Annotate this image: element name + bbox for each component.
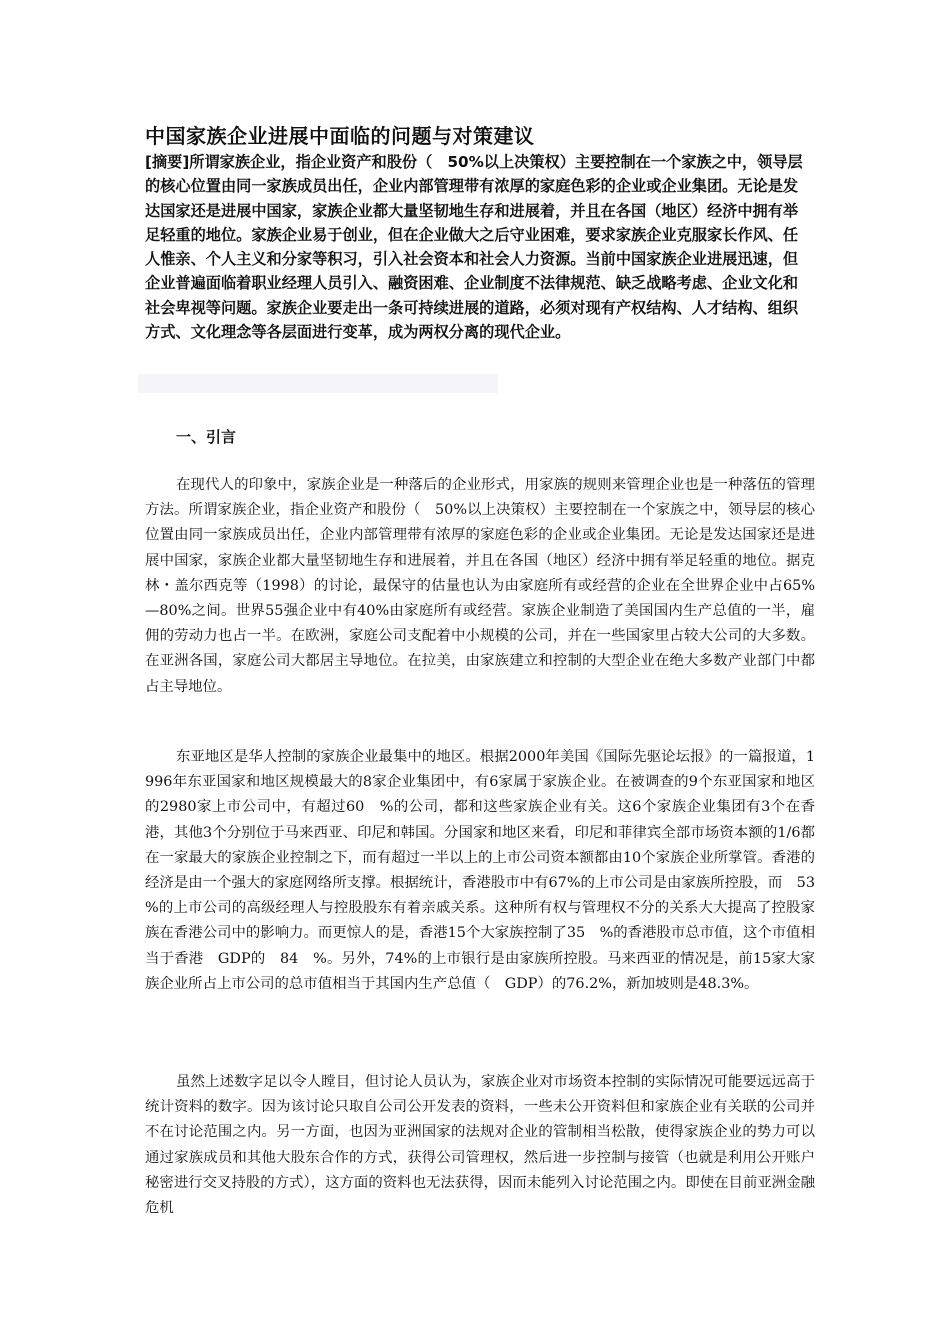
body-paragraph-3: 虽然上述数字足以令人瞠目，但讨论人员认为，家族企业对市场资本控制的实际情况可能要远远高于统计资料的数字。因为该讨论只取自公司公开发表的资料，一些未公开资料但和家族企业有关联的公司并不在讨论范围之内。另一方面，也因为亚洲国家的法规对企业的管制相当松散，使得家族企业的势力可以通过家族成员和其他大股东合作的方式，获得公司管理权，然后进一步控制与接管（也就是利用公开账户秘密进行交叉持股的方式），这方面的资料也无法获得，因而未能列入讨论范围之内。即使在目前亚洲金融危机 bbox=[145, 1074, 815, 1217]
abstract-highlight-bar bbox=[138, 374, 498, 393]
abstract-paragraph: [摘要]所谓家族企业，指企业资产和股份（ 50%以上决策权）主要控制在一个家族之中，领导层的核心位置由同一家族成员出任，企业内部管理带有浓厚的家庭色彩的企业或企业集团。无论是发达国家还是进展中国家，家族企业都大量坚韧地生存和进展着，并且在各国（地区）经济中拥有举足轻重的地位。家族企业易于创业，但在企业做大之后守业困难，要求家族企业克服家长作风、任人惟亲、个人主义和分家等积习，引入社会资本和社会人力资源。当前中国家族企业进展迅速，但企业普遍面临着职业经理人员引入、融资困难、企业制度不法律规范、缺乏战略考虑、企业文化和社会卑视等问题。家族企业要走出一条可持续进展的道路，必须对现有产权结构、人才结构、组织方式、文化理念等各层面进行变革，成为两权分离的现代企业。 bbox=[145, 153, 803, 342]
section-heading-introduction: 一、引言 bbox=[176, 428, 237, 446]
body-paragraph-1: 在现代人的印象中，家族企业是一种落后的企业形式，用家族的规则来管理企业也是一种落伍的管理方法。所谓家族企业，指企业资产和股份（ 50%以上决策权）主要控制在一个家族之中，领导层的核心位置由同一家族成员出任，企业内部管理带有浓厚的家庭色彩的企业或企业集团。无论是发达国家还是进展中国家，家族企业都大量坚韧地生存和进展着，并且在各国（地区）经济中拥有举足轻重的地位。据克林・盖尔西克等（1998）的讨论，最保守的估量也认为由家庭所有或经营的企业在全世界企业中占65%—80%之间。世界55强企业中有40%由家庭所有或经营。家族企业制造了美国国内生产总值的一半，雇佣的劳动力也占一半。在欧洲，家庭公司支配着中小规模的公司，并在一些国家里占较大公司的大多数。在亚洲各国，家庭公司大都居主导地位。在拉美，由家族建立和控制的大型企业在绝大多数产业部门中都占主导地位。 bbox=[145, 477, 815, 695]
document-title: 中国家族企业进展中面临的问题与对策建议 bbox=[145, 124, 535, 148]
body-paragraph-2: 东亚地区是华人控制的家族企业最集中的地区。根据2000年美国《国际先驱论坛报》的一篇报道，1996年东亚国家和地区规模最大的8家企业集团中，有6家属于家族企业。在被调查的9个东亚国家和地区的2980家上市公司中，有超过60 %的公司，都和这些家族企业有关。这6个家族企业集团有3个在香港，其他3个分别位于马来西亚、印尼和韩国。分国家和地区来看，印尼和菲律宾全部市场资本额的1/6都在一家最大的家族企业控制之下，而有超过一半以上的上市公司资本额都由10个家族企业所掌管。香港的经济是由一个强大的家庭网络所支撑。根据统计，香港股市中有67%的上市公司是由家族所控股，而 53 %的上市公司的高级经理人与控股股东有着亲戚关系。这种所有权与管理权不分的关系大大提高了控股家族在香港公司中的影响力。而更惊人的是，香港15个大家族控制了35 %的香港股市总市值，这个市值相当于香港 GDP的 84 %。另外，74%的上市银行是由家族所控股。马来西亚的情况是，前15家大家族企业所占上市公司的总市值相当于其国内生产总值（ GDP）的76.2%，新加坡则是48.3%。 bbox=[145, 749, 830, 992]
